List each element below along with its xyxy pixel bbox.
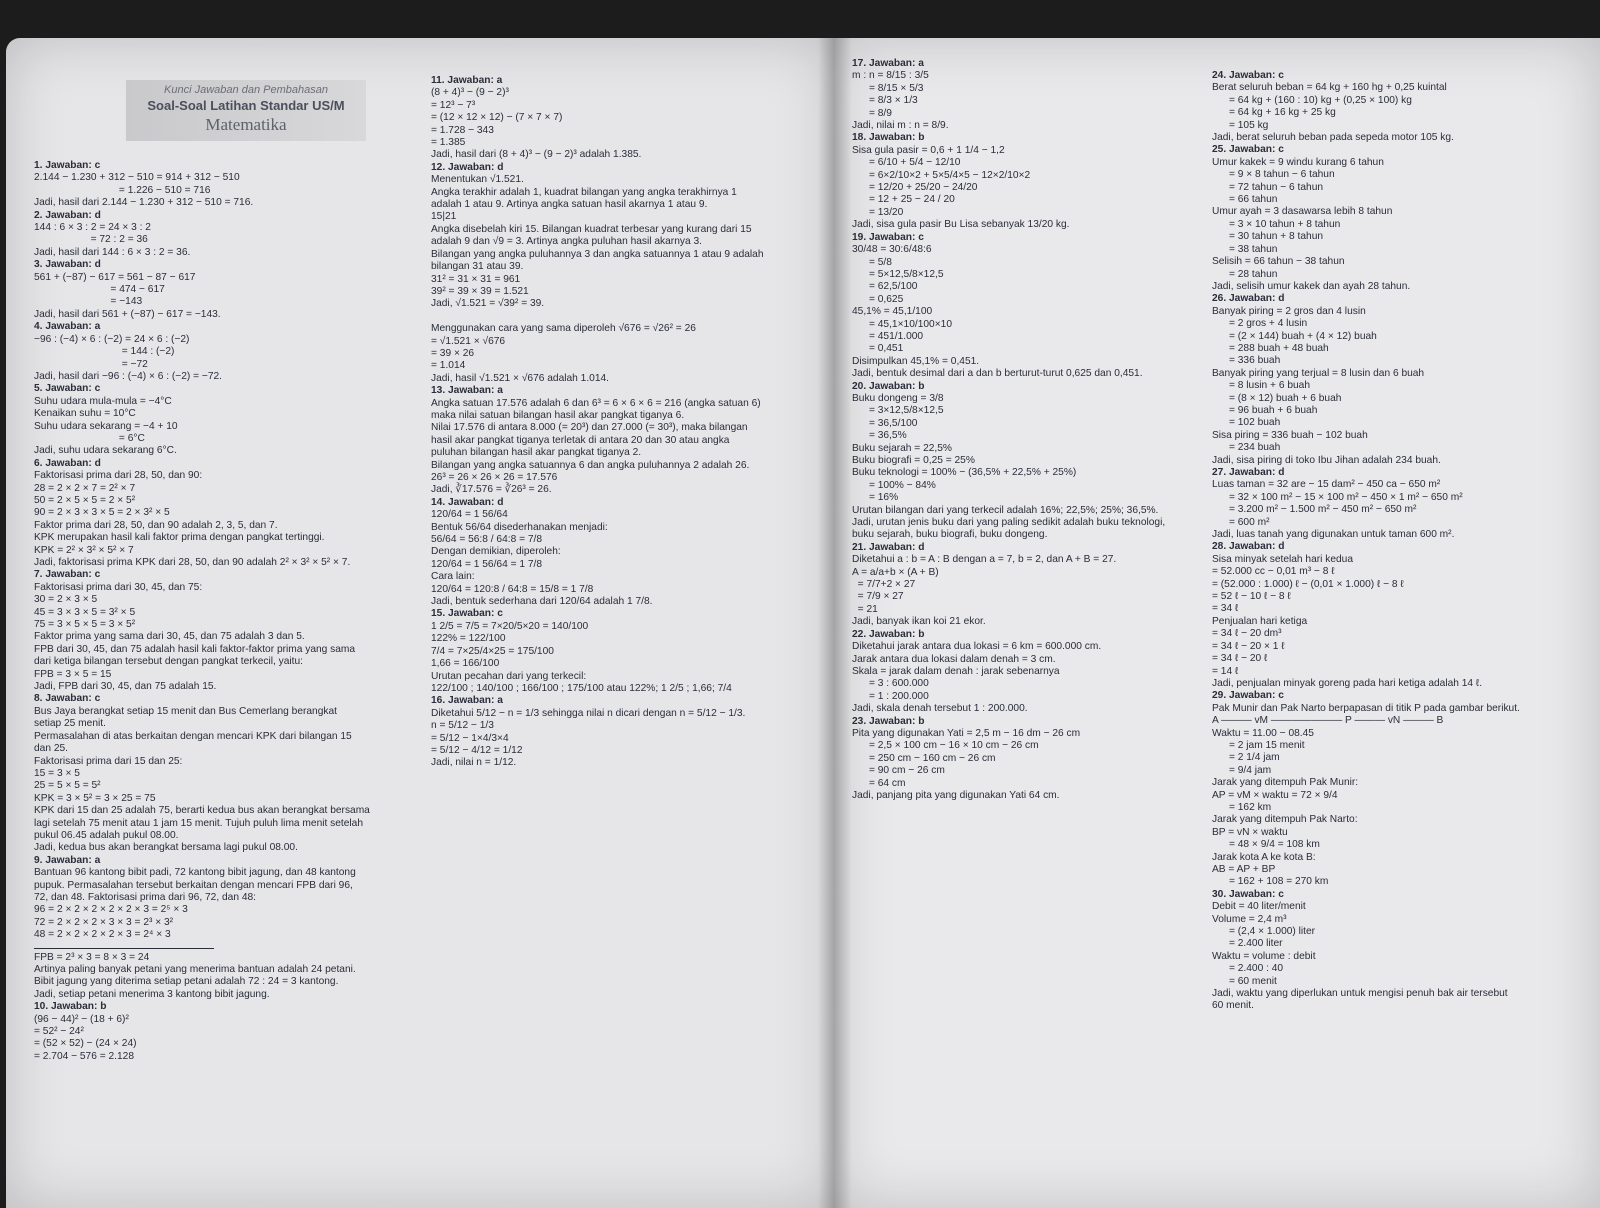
answer-heading: 4. Jawaban: a [34, 321, 101, 333]
solution-line: Urutan bilangan dari yang terkecil adalah 16%; 22,5%; 25%; 36,5%. [852, 504, 1159, 516]
solution-line: Bentuk 56/64 disederhanakan menjadi: [431, 521, 608, 533]
solution-line: = 2 jam 15 menit [1212, 739, 1305, 751]
solution-line: KPK merupakan hasil kali faktor prima dengan pangkat tertinggi. [34, 532, 325, 544]
solution-line: = 3 : 600.000 [852, 678, 929, 690]
solution-line: Buku biografi = 0,25 = 25% [852, 455, 975, 466]
solution-line: 122/100 ; 140/100 ; 166/100 ; 175/100 atau 122%; 1 2/5 ; 1,66; 7/4 [431, 682, 732, 694]
solution-line: = 451/1.000 [852, 330, 924, 342]
solution-line: buku sejarah, buku biografi, buku dongeng. [852, 529, 1048, 541]
divider-line [34, 948, 214, 949]
solution-line: KPK = 2² × 3² × 5² × 7 [34, 544, 134, 556]
solution-line: Jadi, banyak ikan koi 21 ekor. [852, 616, 986, 628]
solution-line: = 34 ℓ − 20 ℓ [1212, 653, 1268, 665]
solution-line: = 12 + 25 − 24 / 20 [852, 194, 955, 206]
answer-heading: 16. Jawaban: a [431, 695, 503, 707]
solution-line: = (52.000 : 1.000) ℓ − (0,01 × 1.000) ℓ − 8 ℓ [1212, 578, 1404, 590]
solution-line: Umur kakek = 9 windu kurang 6 tahun [1212, 156, 1384, 168]
answer-heading: 30. Jawaban: c [1212, 888, 1284, 900]
solution-line: 120/64 = 120:8 / 64:8 = 15/8 = 1 7/8 [431, 583, 594, 595]
solution-line: = 8/9 [852, 107, 892, 119]
solution-line: = (2,4 × 1.000) liter [1212, 926, 1316, 938]
solution-line [431, 311, 811, 323]
solution-line: maka nilai satuan bilangan hasil akar pangkat tiganya 6. [431, 409, 685, 421]
solution-line: Jadi, nilai n = 1/12. [431, 757, 517, 769]
solution-line: = 9/4 jam [1212, 764, 1272, 776]
answer-heading: 18. Jawaban: b [852, 132, 925, 144]
solution-line: Sisa minyak setelah hari kedua [1212, 553, 1354, 565]
solution-line: = 0,625 [852, 293, 904, 305]
solution-line: = 2 gros + 4 lusin [1212, 318, 1308, 330]
solution-line: = 1.728 − 343 [431, 124, 494, 136]
solution-line: = 474 − 617 [34, 284, 165, 296]
solution-line: (96 − 44)² − (18 + 6)² [34, 1013, 129, 1025]
solution-line: = 5/12 − 1×4/3×4 [431, 732, 509, 744]
solution-line: Disimpulkan 45,1% = 0,451. [852, 355, 980, 367]
solution-line: Berat seluruh beban = 64 kg + 160 hg + 0,25 kuintal [1212, 82, 1447, 94]
solution-line: m : n = 8/15 : 3/5 [852, 70, 929, 82]
answer-heading: 10. Jawaban: b [34, 1001, 107, 1013]
solution-line: = 60 menit [1212, 975, 1277, 987]
solution-line: Jadi, berat seluruh beban pada sepeda motor 105 kg. [1212, 132, 1454, 144]
solution-line: = √1.521 × √676 [431, 335, 506, 347]
solution-line: 120/64 = 1 56/64 = 1 7/8 [431, 558, 543, 570]
solution-line: 39² = 39 × 39 = 1.521 [431, 285, 529, 297]
solution-line: (8 + 4)³ − (9 − 2)³ [431, 87, 509, 99]
solution-line: A = a/a+b × (A + B) [852, 566, 939, 578]
solution-line: = 9 × 8 tahun − 6 tahun [1212, 169, 1335, 181]
solution-line: = 39 × 26 [431, 347, 475, 359]
solution-line: = 12/20 + 25/20 − 24/20 [852, 182, 978, 194]
solution-line: 15|21 [431, 211, 457, 223]
solution-line: 15 = 3 × 5 [34, 767, 80, 779]
answer-heading: 5. Jawaban: c [34, 383, 101, 395]
solution-line: Dengan demikian, diperoleh: [431, 546, 561, 558]
solution-line: Jadi, hasil dari 144 : 6 × 3 : 2 = 36. [34, 246, 191, 258]
answer-heading: 19. Jawaban: c [852, 231, 924, 243]
solution-line: = 105 kg [1212, 119, 1269, 131]
solution-line: Jadi, suhu udara sekarang 6°C. [34, 445, 177, 457]
solution-line: = 102 buah [1212, 417, 1281, 429]
solution-line: 25 = 5 × 5 = 5² [34, 780, 101, 792]
solution-line: = 1.014 [431, 360, 466, 372]
solution-line: Jarak kota A ke kota B: [1212, 851, 1316, 863]
solution-line: = (2 × 144) buah + (4 × 12) buah [1212, 330, 1377, 342]
solution-line: Jadi, hasil √1.521 × √676 adalah 1.014. [431, 372, 609, 384]
answer-heading: 7. Jawaban: c [34, 569, 101, 581]
answer-heading: 9. Jawaban: a [34, 854, 101, 866]
solution-line: = 90 cm − 26 cm [852, 765, 945, 777]
solution-line: = 13/20 [852, 206, 904, 218]
solution-line: = 45,1×10/100×10 [852, 318, 952, 330]
solution-line: Selisih = 66 tahun − 38 tahun [1212, 256, 1345, 268]
solution-line: = 162 + 108 = 270 km [1212, 876, 1329, 888]
solution-line: = 8 lusin + 6 buah [1212, 380, 1310, 392]
solution-line: AP = vM × waktu = 72 × 9/4 [1212, 789, 1338, 801]
solution-line: = 8/15 × 5/3 [852, 82, 924, 94]
solution-line: 28 = 2 × 2 × 7 = 2² × 7 [34, 482, 136, 494]
solution-line: Buku dongeng = 3/8 [852, 392, 944, 404]
solution-line: = 2,5 × 100 cm − 16 × 10 cm − 26 cm [852, 740, 1039, 752]
solution-line: = 21 [852, 603, 878, 615]
solution-line: = 7/7+2 × 27 [852, 579, 916, 591]
solution-line: Jadi, hasil dari (8 + 4)³ − (9 − 2)³ adalah 1.385. [431, 149, 642, 161]
solution-line: = 96 buah + 6 buah [1212, 404, 1318, 416]
solution-line: 144 : 6 × 3 : 2 = 24 × 3 : 2 [34, 222, 151, 234]
solution-line: Jadi, sisa gula pasir Bu Lisa sebanyak 13/20 kg. [852, 219, 1070, 231]
solution-line: = 1.385 [431, 137, 466, 149]
solution-line: Volume = 2,4 m³ [1212, 913, 1287, 925]
solution-line: = 36,5% [852, 430, 907, 442]
solution-line: = 7/9 × 27 [852, 591, 904, 603]
solution-line: Cara lain: [431, 571, 475, 583]
solution-line: = 62,5/100 [852, 281, 918, 293]
solution-line: = −143 [34, 296, 143, 308]
solution-line: Faktorisasi prima dari 30, 45, dan 75: [34, 581, 203, 593]
solution-line: Banyak piring yang terjual = 8 lusin dan 6 buah [1212, 367, 1425, 379]
solution-line: Permasalahan di atas berkaitan dengan mencari KPK dari bilangan 15 [34, 730, 352, 742]
right-page [834, 38, 1600, 1208]
solution-line: Bantuan 96 kantong bibit padi, 72 kantong bibit jagung, dan 48 kantong [34, 867, 356, 879]
solution-line: 72 = 2 × 2 × 2 × 3 × 3 = 2³ × 3² [34, 916, 174, 928]
header-subject: Matematika [205, 115, 287, 134]
solution-line: Jadi, urutan jenis buku dari yang paling sedikit adalah buku teknologi, [852, 517, 1166, 529]
answer-heading: 14. Jawaban: d [431, 496, 504, 508]
solution-line: Jadi, nilai m : n = 8/9. [852, 120, 949, 132]
solution-line: Jadi, panjang pita yang digunakan Yati 64 cm. [852, 789, 1060, 801]
solution-line: = 3×12,5/8×12,5 [852, 405, 944, 417]
header-title: Soal-Soal Latihan Standar US/M [147, 98, 345, 113]
solution-line: Skala = jarak dalam denah : jarak sebenarnya [852, 665, 1060, 677]
solution-line: 561 + (−87) − 617 = 561 − 87 − 617 [34, 271, 196, 283]
solution-line: = 52.000 cc − 0,01 m³ − 8 ℓ [1212, 566, 1335, 578]
solution-line: Buku teknologi = 100% − (36,5% + 22,5% + 25%) [852, 467, 1077, 479]
section-header [126, 80, 366, 141]
solution-line: = 38 tahun [1212, 243, 1278, 255]
answer-heading: 29. Jawaban: c [1212, 690, 1284, 702]
answer-heading: 13. Jawaban: a [431, 385, 503, 397]
solution-line: pukul 06.45 adalah pukul 08.00. [34, 829, 179, 841]
solution-line: = 72 : 2 = 36 [34, 234, 148, 246]
answer-column-2 [431, 75, 811, 770]
solution-line: Diketahui a : b = A : B dengan a = 7, b = 2, dan A + B = 27. [852, 554, 1117, 566]
solution-line: setiap 25 menit. [34, 718, 106, 730]
solution-line: = 288 buah + 48 buah [1212, 342, 1329, 354]
solution-line: Diketahui 5/12 − n = 1/3 sehingga nilai n dicari dengan n = 5/12 − 1/3. [431, 707, 746, 719]
solution-line: Faktorisasi prima dari 28, 50, dan 90: [34, 470, 203, 482]
answer-heading: 24. Jawaban: c [1212, 70, 1284, 81]
solution-line: 122% = 122/100 [431, 633, 506, 645]
solution-line: Angka disebelah kiri 15. Bilangan kuadrat terbesar yang kurang dari 15 [431, 223, 752, 235]
solution-line: = 250 cm − 160 cm − 26 cm [852, 752, 996, 764]
solution-line: Jadi, hasil dari −96 : (−4) × 6 : (−2) = −72. [34, 370, 223, 382]
solution-line: 96 = 2 × 2 × 2 × 2 × 2 × 3 = 2⁵ × 3 [34, 904, 188, 916]
solution-line: Jadi, selisih umur kakek dan ayah 28 tahun. [1212, 280, 1411, 292]
solution-line: 56/64 = 56:8 / 64:8 = 7/8 [431, 534, 543, 546]
solution-line: Urutan pecahan dari yang terkecil: [431, 670, 587, 682]
solution-line: = 28 tahun [1212, 268, 1278, 280]
solution-line: hasil akar pangkat tiganya terletak di antara 20 dan 30 atau angka [431, 434, 730, 446]
answer-heading: 11. Jawaban: a [431, 75, 503, 86]
solution-line: Menentukan √1.521. [431, 174, 524, 186]
solution-line: 26³ = 26 × 26 × 26 = 17.576 [431, 472, 558, 483]
solution-line: = 600 m² [1212, 516, 1270, 528]
solution-line: Jadi, waktu yang diperlukan untuk mengisi penuh bak air tersebut [1212, 988, 1508, 1000]
solution-line: Menggunakan cara yang sama diperoleh √676 = √26² = 26 [431, 323, 696, 335]
solution-line: = 2 1/4 jam [1212, 752, 1280, 764]
solution-line: = 1.226 − 510 = 716 [34, 184, 211, 196]
solution-line: Jadi, ∛17.576 = ∛26³ = 26. [431, 484, 552, 496]
solution-line: 75 = 3 × 5 × 5 = 3 × 5² [34, 619, 136, 631]
solution-line: Banyak piring = 2 gros dan 4 lusin [1212, 305, 1366, 317]
answer-heading: 28. Jawaban: d [1212, 541, 1285, 553]
solution-line: 2.144 − 1.230 + 312 − 510 = 914 + 312 − 510 [34, 172, 240, 184]
answer-heading: 6. Jawaban: d [34, 457, 101, 469]
solution-line: Luas taman = 32 are − 15 dam² − 450 ca − 650 m² [1212, 479, 1441, 491]
solution-line: Jadi, bentuk sederhana dari 120/64 adalah 1 7/8. [431, 596, 653, 608]
solution-line: = 72 tahun − 6 tahun [1212, 181, 1324, 193]
solution-line: = (52 × 52) − (24 × 24) [34, 1038, 137, 1050]
solution-line: puluhan bilangan hasil akar pangkat tiganya 2. [431, 447, 642, 459]
solution-line: adalah 1 atau 9. Artinya angka satuan hasil akarnya 1 atau 9. [431, 199, 708, 211]
answer-heading: 3. Jawaban: d [34, 259, 101, 271]
solution-line: = 6°C [34, 432, 145, 444]
solution-line: Suhu udara sekarang = −4 + 10 [34, 420, 178, 432]
solution-line: lagi setelah 75 menit atau 1 jam 15 menit. Tujuh puluh lima menit setelah [34, 817, 364, 829]
solution-line: Waktu = 11.00 − 08.45 [1212, 727, 1314, 739]
solution-line: FPB dari 30, 45, dan 75 adalah hasil kali faktor-faktor prima yang sama [34, 643, 356, 655]
answer-heading: 17. Jawaban: a [852, 58, 924, 69]
solution-line: Jadi, sisa piring di toko Ibu Jihan adalah 234 buah. [1212, 454, 1441, 466]
solution-line: Jadi, hasil dari 2.144 − 1.230 + 312 − 510 = 716. [34, 197, 254, 209]
solution-line: dan 25. [34, 743, 68, 755]
answer-heading: 23. Jawaban: b [852, 715, 925, 727]
solution-line: = 34 ℓ [1212, 603, 1239, 615]
solution-line: = 48 × 9/4 = 108 km [1212, 839, 1320, 851]
solution-line: Pak Munir dan Pak Narto berpapasan di titik P pada gambar berikut. [1212, 702, 1520, 714]
solution-line: bilangan 31 atau 39. [431, 261, 524, 273]
solution-line: = 64 kg + (160 : 10) kg + (0,25 × 100) kg [1212, 94, 1412, 106]
solution-line: = 32 × 100 m² − 15 × 100 m² − 450 × 1 m² − 650 m² [1212, 491, 1463, 503]
solution-line: Jadi, faktorisasi prima KPK dari 28, 50, dan 90 adalah 2² × 3² × 5² × 7. [34, 557, 351, 568]
solution-line: = (8 × 12) buah + 6 buah [1212, 392, 1342, 404]
solution-line: Jadi, FPB dari 30, 45, dan 75 adalah 15. [34, 681, 217, 693]
solution-line: = 0,451 [852, 343, 904, 355]
solution-line: Jarak yang ditempuh Pak Narto: [1212, 814, 1358, 826]
solution-line: = 3 × 10 tahun + 8 tahun [1212, 218, 1341, 230]
solution-line: 7/4 = 7×25/4×25 = 175/100 [431, 645, 554, 657]
solution-line: = 144 : (−2) [34, 346, 175, 358]
solution-line: 1,66 = 166/100 [431, 658, 500, 670]
solution-line: Jadi, skala denah tersebut 1 : 200.000. [852, 703, 1028, 715]
solution-line: Nilai 17.576 di antara 8.000 (= 20³) dan 27.000 (= 30³), maka bilangan [431, 422, 748, 434]
solution-line: A ——— vM ——————— P ——— vN ——— B [1212, 715, 1444, 727]
answer-heading: 1. Jawaban: c [34, 160, 101, 171]
solution-line: 45,1% = 45,1/100 [852, 306, 933, 318]
solution-line: = 5/12 − 4/12 = 1/12 [431, 744, 523, 756]
solution-line: 1 2/5 = 7/5 = 7×20/5×20 = 140/100 [431, 620, 589, 632]
solution-line: Jadi, kedua bus akan berangkat bersama lagi pukul 08.00. [34, 842, 298, 854]
solution-line: FPB = 2³ × 3 = 8 × 3 = 24 [34, 951, 150, 963]
solution-line: KPK dari 15 dan 25 adalah 75, berarti kedua bus akan berangkat bersama [34, 805, 370, 817]
solution-line: Jadi, setiap petani menerima 3 kantong bibit jagung. [34, 988, 270, 1000]
solution-line: KPK = 3 × 5² = 3 × 25 = 75 [34, 792, 156, 804]
solution-line: = 1 : 200.000 [852, 690, 929, 702]
answer-heading: 15. Jawaban: c [431, 608, 503, 620]
solution-line: = 2.400 : 40 [1212, 963, 1284, 975]
solution-line: 120/64 = 1 56/64 [431, 509, 508, 521]
solution-line: = 8/3 × 1/3 [852, 95, 918, 107]
solution-line: 31² = 31 × 31 = 961 [431, 273, 521, 285]
answer-heading: 26. Jawaban: d [1212, 293, 1285, 305]
solution-line: = 52 ℓ − 10 ℓ − 8 ℓ [1212, 591, 1291, 603]
book-gutter [818, 38, 852, 1208]
solution-line: Sisa piring = 336 buah − 102 buah [1212, 429, 1368, 441]
answer-column-4 [1212, 70, 1600, 1013]
solution-line: Jarak antara dua lokasi dalam denah = 3 cm. [852, 653, 1056, 665]
solution-line: Sisa gula pasir = 0,6 + 1 1/4 − 1,2 [852, 144, 1005, 156]
solution-line: = 64 kg + 16 kg + 25 kg [1212, 107, 1336, 119]
solution-line: Debit = 40 liter/menit [1212, 901, 1306, 913]
solution-line: Umur ayah = 3 dasawarsa lebih 8 tahun [1212, 206, 1393, 218]
solution-line: = 36,5/100 [852, 417, 918, 429]
solution-line: = 64 cm [852, 777, 906, 789]
solution-line: 30/48 = 30:6/48:6 [852, 244, 932, 256]
solution-line: Suhu udara mula-mula = −4°C [34, 395, 172, 407]
answer-column-3 [852, 58, 1222, 802]
answer-heading: 27. Jawaban: d [1212, 467, 1285, 478]
solution-line: = 14 ℓ [1212, 665, 1239, 677]
solution-line: Angka satuan 17.576 adalah 6 dan 6³ = 6 × 6 × 6 = 216 (angka satuan 6) [431, 397, 761, 409]
solution-line: pupuk. Permasalahan tersebut berkaitan dengan mencari FPB dari 96, [34, 879, 353, 891]
solution-line: = 12³ − 7³ [431, 99, 476, 111]
solution-line: 45 = 3 × 3 × 5 = 3² × 5 [34, 606, 136, 618]
solution-line: Pita yang digunakan Yati = 2,5 m − 16 dm − 26 cm [852, 727, 1081, 739]
solution-line: = 66 tahun [1212, 194, 1278, 206]
solution-line: = 30 tahun + 8 tahun [1212, 231, 1324, 243]
header-subtitle: Kunci Jawaban dan Pembahasan [164, 84, 328, 96]
solution-line: 48 = 2 × 2 × 2 × 2 × 3 = 2⁴ × 3 [34, 929, 171, 941]
answer-heading: 8. Jawaban: c [34, 693, 101, 705]
solution-line: Jadi, penjualan minyak goreng pada hari ketiga adalah 14 ℓ. [1212, 677, 1483, 689]
solution-line: = 3.200 m² − 1.500 m² − 450 m² − 650 m² [1212, 504, 1417, 516]
solution-line: Bibit jagung yang diterima setiap petani adalah 72 : 24 = 3 kantong. [34, 976, 339, 988]
solution-line: = 6/10 + 5/4 − 12/10 [852, 157, 961, 169]
solution-line: Waktu = volume : debit [1212, 950, 1316, 962]
solution-line: = 5/8 [852, 256, 892, 268]
answer-heading: 22. Jawaban: b [852, 628, 925, 640]
solution-line: 60 menit. [1212, 1000, 1254, 1012]
answer-heading: 25. Jawaban: c [1212, 144, 1284, 156]
solution-line: = 162 km [1212, 801, 1272, 813]
answer-heading: 21. Jawaban: d [852, 541, 925, 553]
solution-line: Artinya paling banyak petani yang menerima bantuan adalah 24 petani. [34, 964, 356, 975]
solution-line: = 100% − 84% [852, 479, 936, 491]
answer-heading: 20. Jawaban: b [852, 380, 925, 392]
solution-line: adalah 9 dan √9 = 3. Artinya angka puluhan hasil akarnya 3. [431, 236, 702, 248]
solution-line: = 6×2/10×2 + 5×5/4×5 − 12×2/10×2 [852, 169, 1031, 181]
solution-line: = −72 [34, 358, 148, 370]
solution-line: Angka terakhir adalah 1, kuadrat bilangan yang angka terakhirnya 1 [431, 186, 737, 198]
solution-line: = 34 ℓ − 20 × 1 ℓ [1212, 640, 1285, 652]
solution-line: = 2.704 − 576 = 2.128 [34, 1050, 134, 1062]
solution-line: Bilangan yang angka satuannya 6 dan angka puluhannya 2 adalah 26. [431, 459, 750, 471]
solution-line: = 16% [852, 492, 899, 504]
solution-line: Kenaikan suhu = 10°C [34, 408, 136, 420]
solution-line: −96 : (−4) × 6 : (−2) = 24 × 6 : (−2) [34, 333, 190, 345]
solution-line: Diketahui jarak antara dua lokasi = 6 km = 600.000 cm. [852, 641, 1102, 653]
solution-line: Faktor prima dari 28, 50, dan 90 adalah 2, 3, 5, dan 7. [34, 519, 278, 531]
solution-line: 72, dan 48. Faktorisasi prima dari 96, 72, dan 48: [34, 891, 256, 903]
solution-line: FPB = 3 × 5 = 15 [34, 668, 112, 680]
answer-heading: 12. Jawaban: d [431, 161, 504, 173]
solution-line: n = 5/12 − 1/3 [431, 720, 494, 732]
solution-line: BP = vN × waktu [1212, 826, 1288, 838]
solution-line: Faktorisasi prima dari 15 dan 25: [34, 755, 183, 767]
solution-line: Jadi, hasil dari 561 + (−87) − 617 = −143. [34, 308, 221, 320]
solution-line: Jadi, bentuk desimal dari a dan b berturut-turut 0,625 dan 0,451. [852, 368, 1143, 380]
solution-line: = 34 ℓ − 20 dm³ [1212, 628, 1282, 640]
solution-line: Jadi, √1.521 = √39² = 39. [431, 298, 545, 310]
solution-line: = 336 buah [1212, 355, 1281, 367]
solution-line: Jarak yang ditempuh Pak Munir: [1212, 777, 1359, 789]
solution-line: Bilangan yang angka puluhannya 3 dan angka satuannya 1 atau 9 adalah [431, 248, 764, 260]
answer-column-1 [34, 160, 404, 1063]
left-page [6, 38, 834, 1208]
solution-line: Buku sejarah = 22,5% [852, 442, 952, 454]
solution-line: dari ketiga bilangan tersebut dengan pangkat terkecil, yaitu: [34, 656, 304, 668]
solution-line: Faktor prima yang sama dari 30, 45, dan 75 adalah 3 dan 5. [34, 631, 305, 643]
solution-line: = 52² − 24² [34, 1026, 84, 1038]
solution-line: AB = AP + BP [1212, 864, 1276, 875]
solution-line: Penjualan hari ketiga [1212, 615, 1308, 627]
solution-line: 90 = 2 × 3 × 3 × 5 = 2 × 3² × 5 [34, 507, 170, 519]
solution-line: Jadi, luas tanah yang digunakan untuk taman 600 m². [1212, 529, 1455, 541]
solution-line: = 2.400 liter [1212, 938, 1283, 950]
answer-heading: 2. Jawaban: d [34, 209, 101, 221]
solution-line: = (12 × 12 × 12) − (7 × 7 × 7) [431, 112, 563, 124]
solution-line: = 234 buah [1212, 442, 1281, 454]
solution-line: = 5×12,5/8×12,5 [852, 268, 944, 280]
solution-line: Bus Jaya berangkat setiap 15 menit dan Bus Cemerlang berangkat [34, 705, 337, 717]
solution-line: 50 = 2 × 5 × 5 = 2 × 5² [34, 494, 136, 506]
solution-line: 30 = 2 × 3 × 5 [34, 594, 98, 606]
